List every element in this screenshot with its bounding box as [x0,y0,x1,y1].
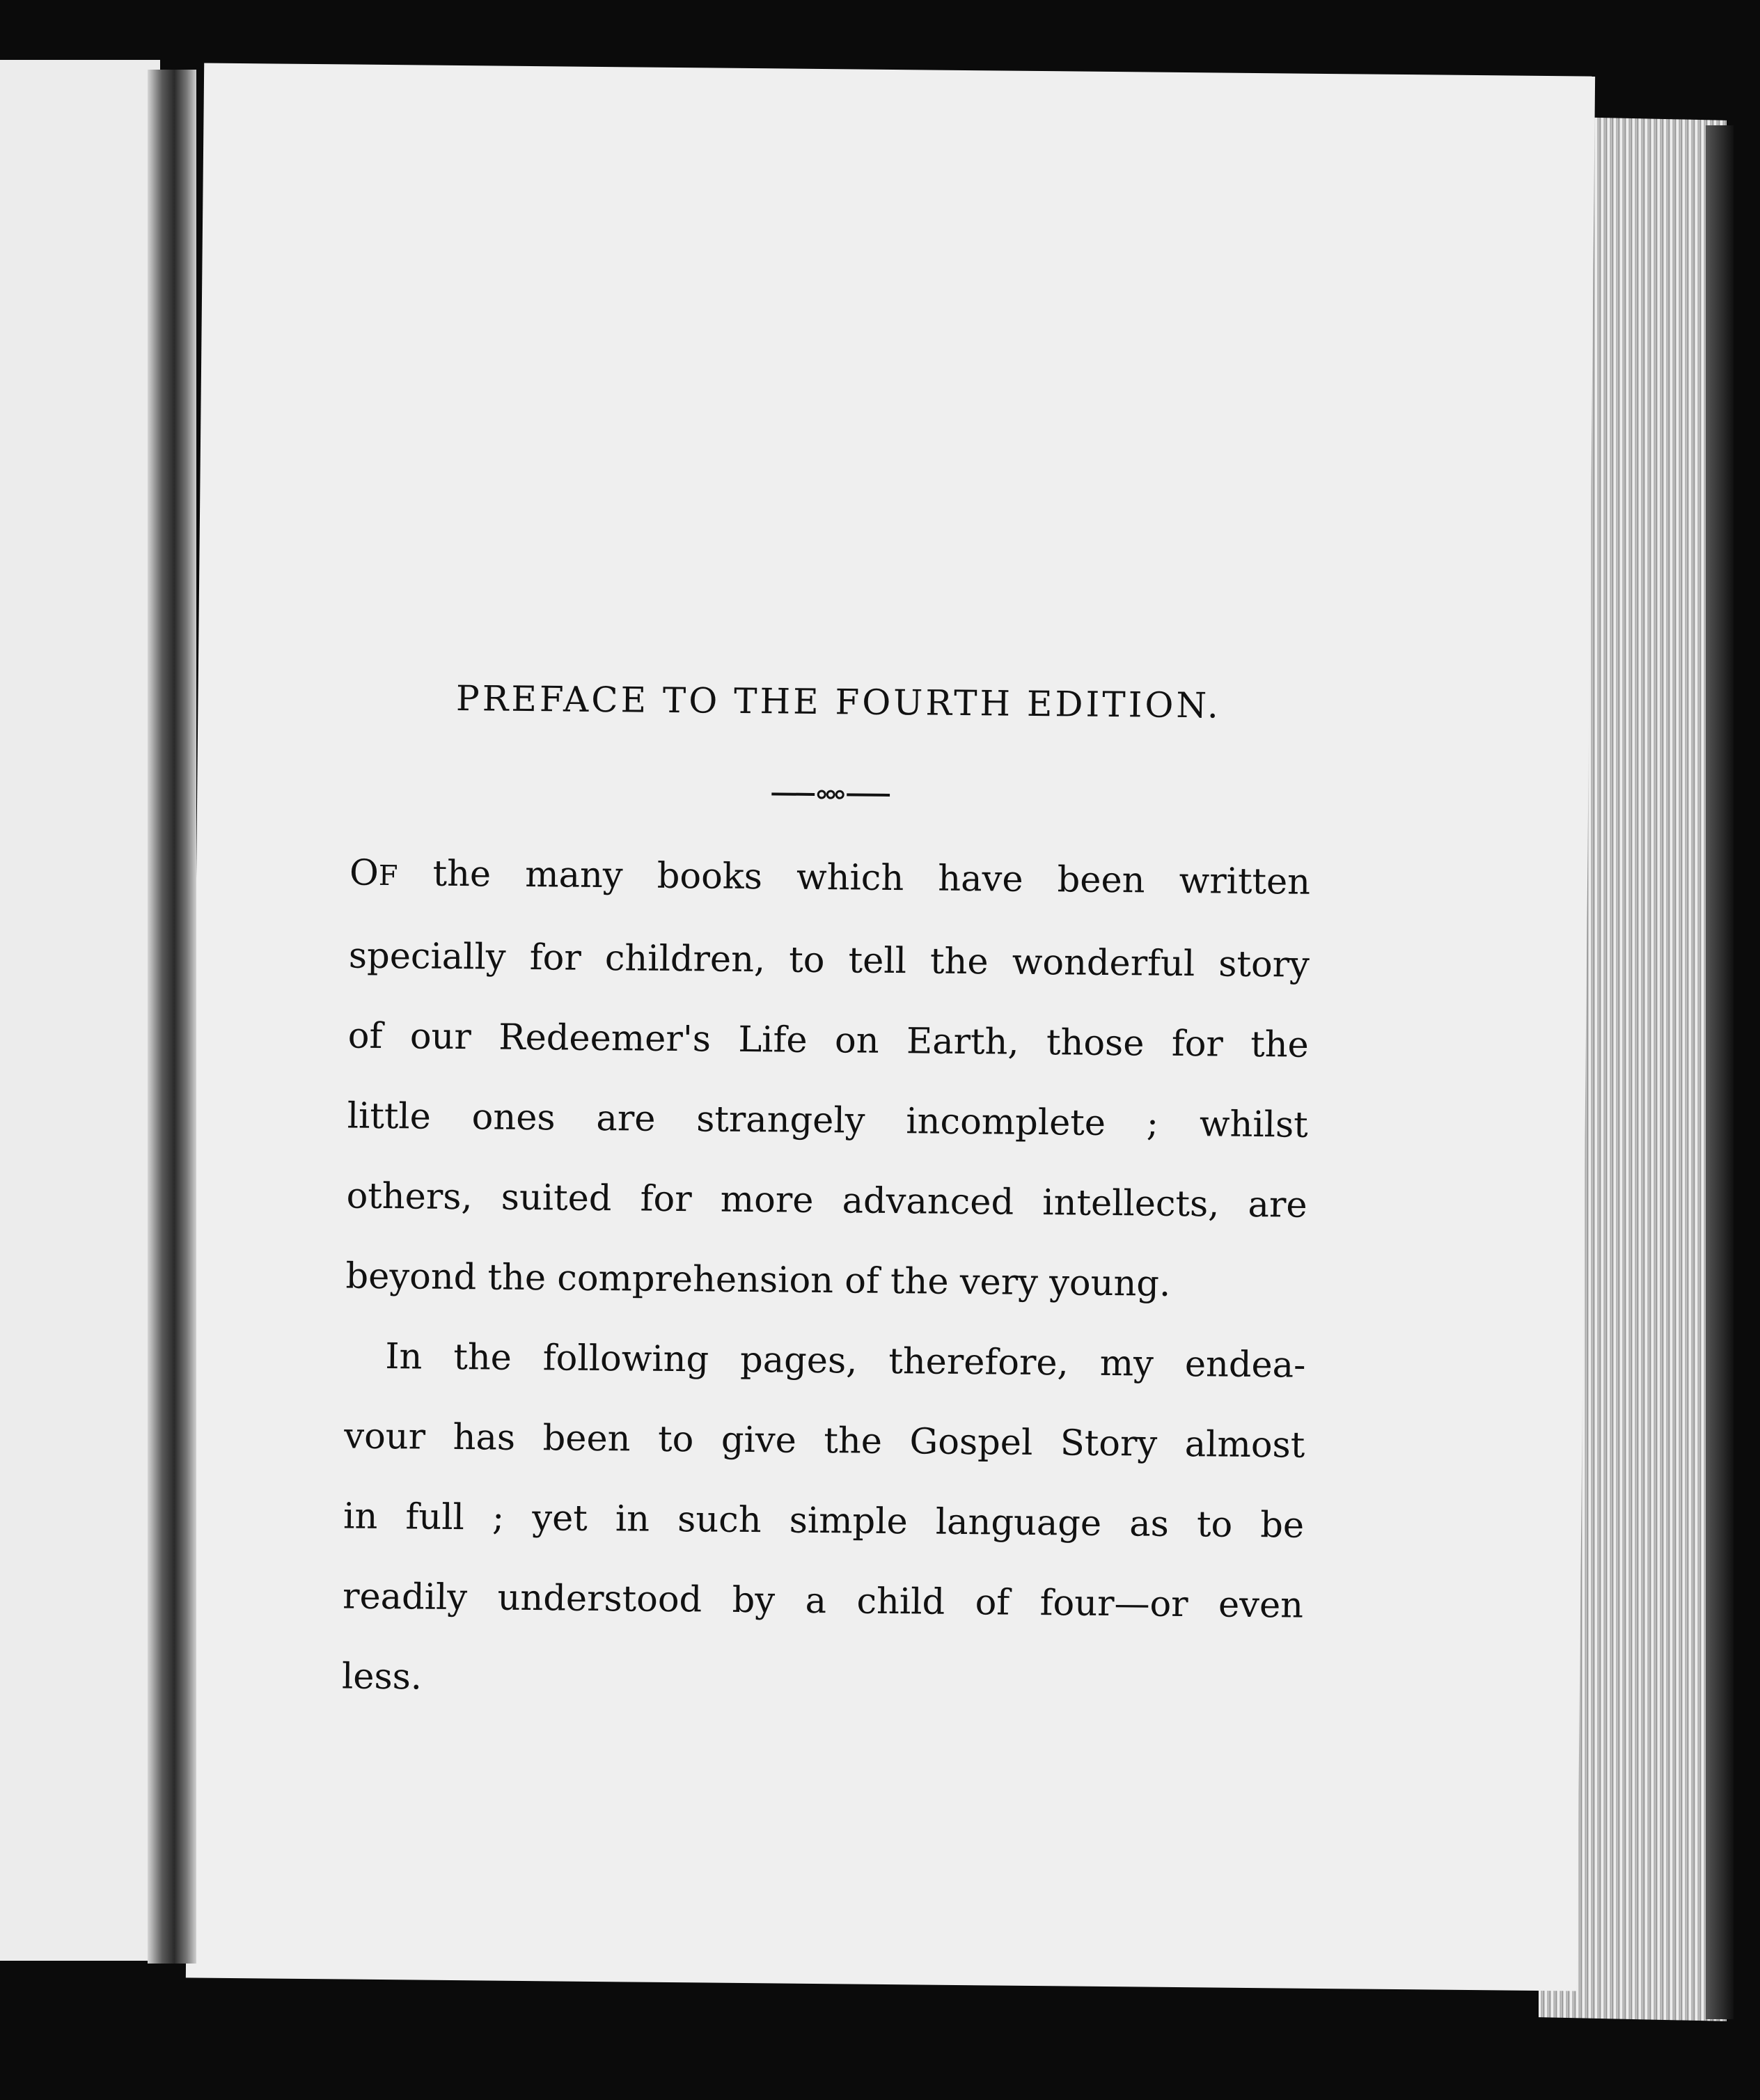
preface-paragraph-1 [345,833,1311,1326]
book-page [186,63,1595,1991]
drop-word-rest: F [378,859,399,893]
paragraph-line: of our Redeemer's Life on Earth, those for the [347,1015,1310,1066]
ornament-rule-icon [771,785,890,804]
book-gutter-shadow [148,70,196,1964]
paragraph-line: readily understood by a child of four—or even [342,1576,1304,1627]
drop-word-initial: O [349,852,379,894]
line-text: the many books which have been written [398,853,1311,903]
paragraph-line: vour has been to give the Gospel Story almost [344,1416,1305,1466]
paragraph-line: less. [341,1656,423,1698]
left-page-edge [0,60,160,1961]
paragraph-line: specially for children, to tell the wonderful story [348,935,1310,986]
page-stack-shadow [1706,125,1734,2019]
paragraph-line: beyond the comprehension of the very young. [345,1255,1171,1305]
paragraph-line: others, suited for more advanced intellects, are [346,1175,1307,1226]
paragraph-line: In the following pages, therefore, my endea- [385,1336,1306,1386]
paragraph-line [349,833,1310,925]
paragraph-line: little ones are strangely incomplete ; whilst [347,1095,1308,1146]
preface-text-block [341,677,1312,1726]
page-title: PREFACE TO THE FOURTH EDITION. [455,677,1222,726]
preface-paragraph-2 [341,1317,1305,1726]
paragraph-line: in full ; yet in such simple language as to be [343,1496,1305,1546]
